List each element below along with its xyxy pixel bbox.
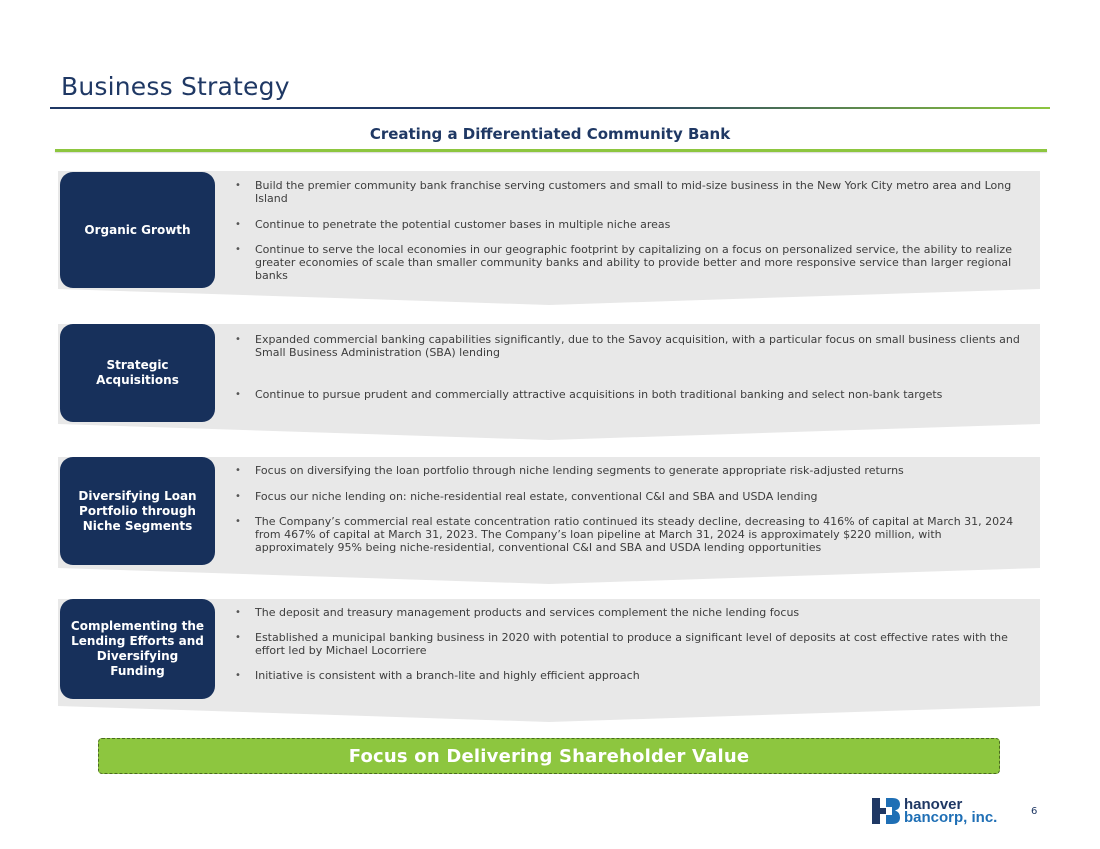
list-item: • Focus our niche lending on: niche-residential real estate, conventional C&I and SBA and USDA lending <box>232 490 1022 503</box>
logo-wordmark-line1: hanover <box>904 796 963 813</box>
bullet-list <box>232 464 1022 554</box>
company-logo <box>872 796 997 826</box>
list-item: • Build the premier community bank franchise serving customers and small to mid-size business in the New York City metro area and Long Island <box>232 179 1022 205</box>
list-item: • The Company’s commercial real estate concentration ratio continued its steady decline, decreasing to 416% of capital at March 31, 2024 from 467% of capital at March 31, 2023. The Company’s loan pipeline at March 31, 2024 is approximately $220 million, with approximately 95% being niche-residential, conventional C&I and SBA and USDA lending opportunities <box>232 515 1022 554</box>
section-arrow <box>58 424 1040 440</box>
page-number: 6 <box>1031 806 1038 817</box>
list-item: • Continue to pursue prudent and commercially attractive acquisitions in both traditional banking and select non-bank targets <box>232 388 1022 401</box>
section-arrow <box>58 706 1040 722</box>
list-item: • Continue to serve the local economies in our geographic footprint by capitalizing on a focus on personalized service, the ability to realize greater economies of scale than smaller community banks and ability to provide better and more responsive service than larger regional banks <box>232 243 1022 282</box>
bullet-list <box>232 179 1022 282</box>
page-title: Business Strategy <box>61 72 290 101</box>
bullet-list <box>232 333 1022 401</box>
section-label: Organic Growth <box>60 172 215 288</box>
section-label: Strategic Acquisitions <box>60 324 215 422</box>
section-label: Complementing the Lending Efforts and Diversifying Funding <box>60 599 215 699</box>
section-arrow <box>58 289 1040 305</box>
bullet-list <box>232 606 1022 682</box>
list-item: • Continue to penetrate the potential customer bases in multiple niche areas <box>232 218 1022 231</box>
list-item: • The deposit and treasury management products and services complement the niche lending focus <box>232 606 1022 619</box>
section-arrow <box>58 568 1040 584</box>
list-item: • Focus on diversifying the loan portfolio through niche lending segments to generate appropriate risk-adjusted returns <box>232 464 1022 477</box>
page-subtitle: Creating a Differentiated Community Bank <box>369 125 731 143</box>
hanover-logo-icon <box>872 798 900 824</box>
section-label: Diversifying Loan Portfolio through Niche Segments <box>60 457 215 565</box>
subtitle-divider <box>55 149 1047 152</box>
list-item: • Expanded commercial banking capabilities significantly, due to the Savoy acquisition, with a particular focus on small business clients and Small Business Administration (SBA) lending <box>232 333 1022 359</box>
list-item: • Initiative is consistent with a branch-lite and highly efficient approach <box>232 669 1022 682</box>
shareholder-value-banner: Focus on Delivering Shareholder Value <box>98 738 1000 774</box>
logo-wordmark-line2: bancorp, inc. <box>904 809 998 826</box>
list-item: • Established a municipal banking business in 2020 with potential to produce a significant level of deposits at cost effective rates with the effort led by Michael Locorriere <box>232 631 1022 657</box>
title-divider <box>50 107 1050 109</box>
